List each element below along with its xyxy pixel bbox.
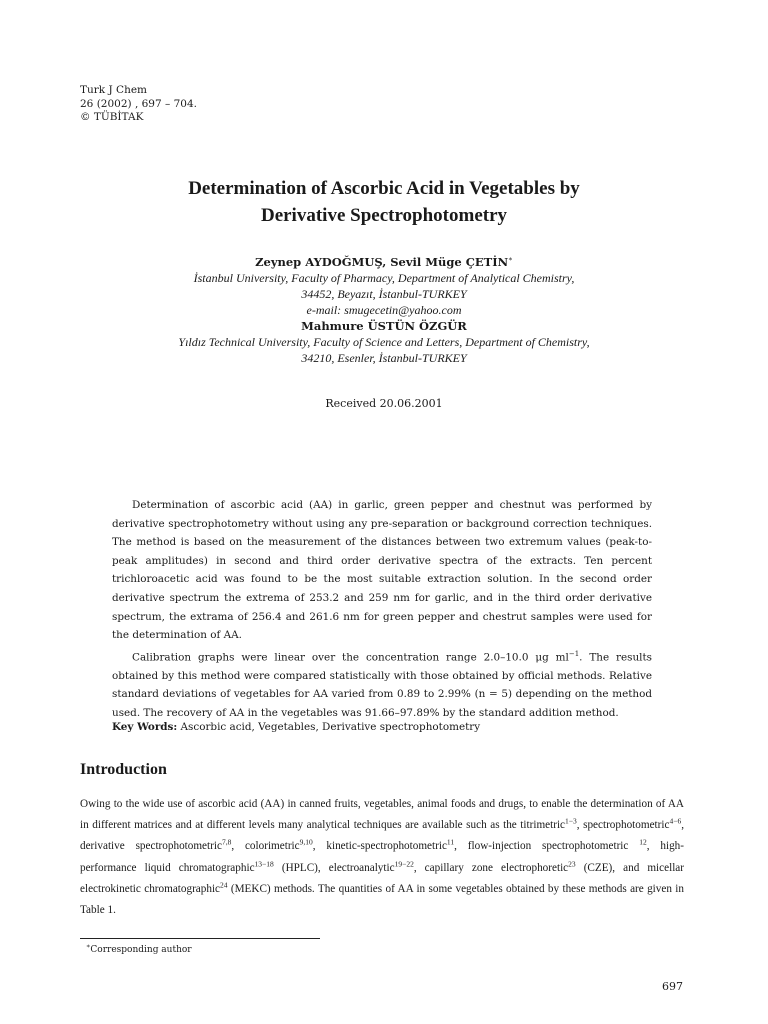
section-heading-introduction: Introduction bbox=[80, 761, 167, 778]
journal-info bbox=[80, 84, 197, 125]
author-names-1: Zeynep AYDOĞMUŞ, Sevil Müge ÇETİN∗ bbox=[255, 254, 513, 269]
journal-volume: 26 (2002) , 697 – 704. bbox=[80, 97, 197, 110]
footnote-text: Corresponding author bbox=[90, 945, 192, 955]
paper-title-line-1: Determination of Ascorbic Acid in Vegetables by bbox=[188, 178, 580, 199]
author-names-2: Mahmure ÜSTÜN ÖZGÜR bbox=[301, 318, 467, 333]
paper-title bbox=[40, 175, 728, 229]
keywords bbox=[112, 719, 672, 735]
corresponding-mark: ∗ bbox=[508, 255, 513, 263]
journal-copyright: © TÜBİTAK bbox=[80, 111, 144, 123]
affiliation-1-line-2: 34452, Beyazıt, İstanbul-TURKEY bbox=[301, 286, 467, 301]
page-number: 697 bbox=[662, 980, 683, 993]
keywords-text: Ascorbic acid, Vegetables, Derivative spectrophotometry bbox=[177, 721, 481, 733]
keywords-label: Key Words: bbox=[112, 721, 178, 733]
footnote-mark: ∗ bbox=[86, 942, 91, 950]
author-block bbox=[60, 251, 708, 366]
affiliation-2-line-1: Yıldız Technical University, Faculty of Science and Letters, Department of Chemistry, bbox=[178, 334, 590, 349]
journal-name: Turk J Chem bbox=[80, 84, 147, 96]
received-date: Received 20.06.2001 bbox=[325, 397, 443, 410]
affiliation-1-line-1: İstanbul University, Faculty of Pharmacy, Department of Analytical Chemistry, bbox=[193, 270, 575, 285]
author-email: e-mail: smugecetin@yahoo.com bbox=[306, 302, 462, 317]
abstract bbox=[112, 496, 652, 723]
footnote-divider bbox=[80, 938, 320, 939]
paper-title-line-2: Derivative Spectrophotometry bbox=[260, 205, 508, 226]
introduction-paragraph: Owing to the wide use of ascorbic acid (AA) in canned fruits, vegetables, animal foods and drugs, to enable the determination of AA in different matrices and at different levels many analytical techniques are available such as the titrimetric$^{1-3}$, spectrophotometric$^{4-6}$, derivative spectrophotometric$^{7,8}$, colorimetric$^{9,10}$, kinetic-spectrophotometric$^{11}$, flow-injection spectrophotometric $^{12}$, high-performance liquid chromatographic$^{13-18}$ (HPLC), electroanalytic$^{19-22}$, capillary zone electrophoretic$^{23}$ (CZE), and micellar electrokinetic chromatographic$^{24}$ (MEKC) methods. The quantities of AA in some vegetables obtained by these methods are given in Table 1. bbox=[80, 798, 685, 917]
abstract-paragraph-1: Determination of ascorbic acid (AA) in garlic, green pepper and chestnut was performed by derivative spectrophotometry without using any pre-separation or background correction techniques. The method is based on the measurement of the distances between two extremum values (peak-to-peak amplitudes) in second and third order derivative spectra of the extracts. Ten percent trichloroacetic acid was found to be the most suitable extraction solution. In the second order derivative spectrum the extrema of 253.2 and 259 nm for garlic, and in the third order derivative spectrum, the extrama of 256.4 and 261.6 nm for green pepper and chestrut samples were used for the determination of AA. bbox=[112, 499, 652, 642]
affiliation-2-line-2: 34210, Esenler, İstanbul-TURKEY bbox=[301, 350, 467, 365]
abstract-paragraph-2: Calibration graphs were linear over the concentration range 2.0–10.0 μg $ml^{-1}$. The results obtained by this method were compared statistically with those obtained by official methods. Relative standard deviations of vegetables for AA varied from 0.89 to 2.99% (n = 5) depending on the method used. The recovery of AA in the vegetables was 91.66–97.89% by the standard addition method. bbox=[112, 649, 652, 719]
footnote bbox=[86, 942, 192, 955]
